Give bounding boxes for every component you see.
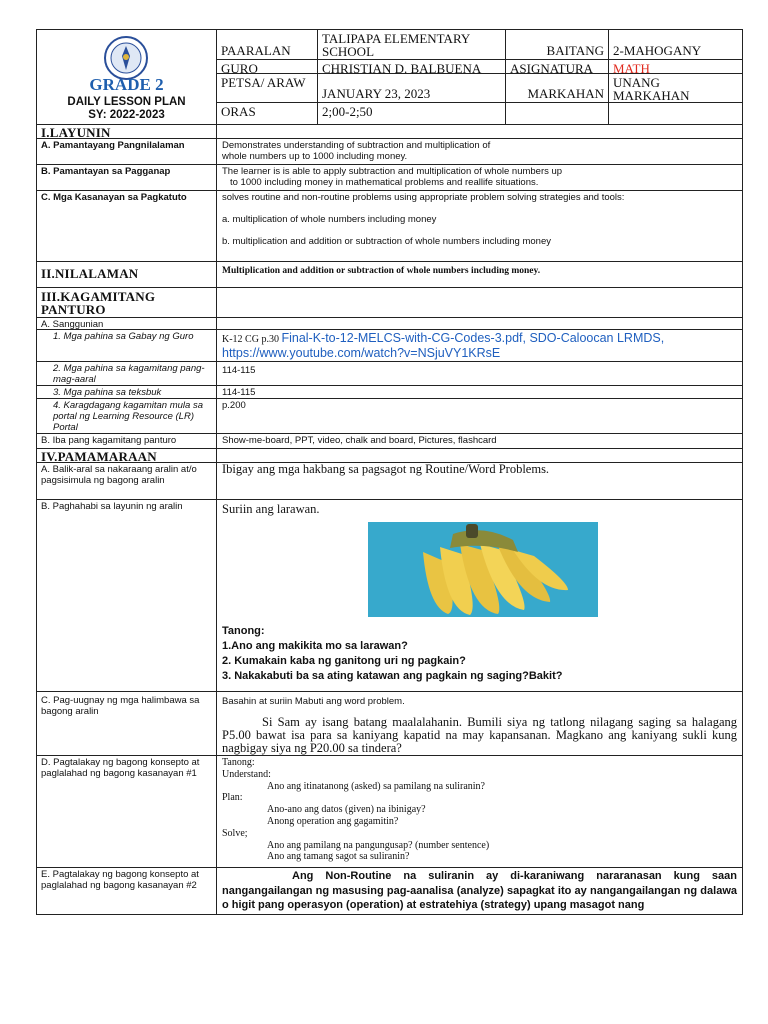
text-kasanayan: [217, 191, 742, 261]
header-table: [36, 29, 743, 125]
d-line-operation: Anong operation ang gagamitin?: [267, 815, 399, 827]
baitang-label: BAITANG: [505, 30, 608, 60]
asignatura-value: MATH: [608, 60, 742, 74]
label-kasanayan: C. Mga Kasanayan sa Pagkatuto: [37, 191, 217, 261]
kasanayan-a: a. multiplication of whole numbers including money: [222, 214, 437, 225]
kagamitan-title: III.KAGAMITANG PANTURO: [37, 288, 217, 317]
pagganap-line1: The learner is is able to apply subtraction and multiplication of whole numbers up: [222, 166, 563, 177]
balik-aral-text: Ibigay ang mga hakbang sa pagsagot ng Routine/Word Problems.: [222, 462, 550, 476]
d-line-tanong: Tanong:: [222, 757, 255, 768]
teksbuk-value: 114-115: [222, 387, 256, 398]
row-kasanayan: [36, 191, 743, 262]
banana-photo: [368, 522, 598, 617]
d-line-asked: Ano ang itinatanong (asked) sa pamilang na suliranin?: [267, 780, 485, 792]
sanggunian-label: A. Sanggunian: [37, 318, 217, 329]
tanong-q1: 1.Ano ang makikita mo sa larawan?: [222, 640, 408, 652]
pangnilalaman-line1: Demonstrates understanding of subtraction and multiplication of: [222, 140, 491, 151]
non-routine-text: Ang Non-Routine na suliranin ay di-karaniwang nararanasan kung saan nangangailangan ng masusing pag-aanalisa (analyze) sapagkat ito ay nangangailangan ng dalawa o higit pang operasyon (operation) at estratehiya (strategy) upang masagot nang: [222, 870, 737, 911]
pag-uugnay-content: [217, 692, 742, 755]
layunin-row: [36, 125, 743, 139]
nilalaman-row: [36, 262, 743, 288]
paghahabi-label: B. Paghahabi sa layunin ng aralin: [37, 500, 217, 691]
gabay-guro-row: [36, 330, 743, 362]
mag-aaral-value: 114-115: [222, 365, 256, 376]
pagtalakay-1-label: D. Pagtalakay ng bagong konsepto at paglalahad ng bagong kasanayan #1: [37, 756, 217, 867]
kasanayan-intro: solves routine and non-routine problems using appropriate problem solving strategies and tools:: [222, 192, 625, 203]
paaralan-value: TALIPAPA ELEMENTARY SCHOOL: [317, 30, 505, 60]
pamamaraan-row: [36, 449, 743, 463]
petsa-label: PETSA/ ARAW: [217, 74, 317, 103]
oras-value: 2;00-2;50: [317, 103, 505, 124]
oras-label: ORAS: [221, 104, 256, 119]
pagtalakay-2-label: E. Pagtalakay ng bagong konsepto at paglalahad ng bagong kasanayan #2: [37, 868, 217, 914]
asignatura-label: ASIGNATURA: [505, 60, 608, 74]
nilalaman-title: II.NILALAMAN: [37, 262, 217, 287]
sanggunian-empty: [217, 318, 742, 329]
layunin-empty: [217, 125, 742, 138]
iba-pang-label: B. Iba pang kagamitang panturo: [37, 434, 217, 448]
pamamaraan-empty: [217, 449, 742, 462]
guro-label: GURO: [217, 60, 317, 74]
lr-portal-row: [36, 399, 743, 434]
label-pangnilalaman: A. Pamantayang Pangnilalaman: [37, 139, 217, 164]
pagtalakay-1-content: [217, 756, 742, 867]
nilalaman-text: Multiplication and addition or subtraction of whole numbers including money.: [222, 266, 541, 276]
basahin-text: Basahin at suriin Mabuti ang word problem.: [222, 696, 405, 707]
header-logo-cell: [37, 30, 217, 124]
header-info-grid: [217, 30, 742, 124]
paaralan-label: PAARALAN: [217, 30, 317, 60]
layunin-title: I.LAYUNIN: [37, 125, 217, 138]
tanong-label: Tanong:: [222, 625, 265, 637]
pamamaraan-title: IV.PAMAMARAAN: [37, 449, 217, 462]
cg-prefix: K-12 CG p.30: [222, 334, 282, 345]
d-line-given: Ano-ano ang datos (given) na ibinigay?: [267, 804, 426, 816]
lr-portal-value: p.200: [222, 400, 246, 411]
dlp-title-line1: DAILY LESSON PLAN: [67, 96, 186, 108]
pagtalakay-2-row: [36, 868, 743, 915]
row-pamantayang-pangnilalaman: [36, 139, 743, 165]
text-pangnilalaman: [217, 139, 742, 164]
d-line-plan: Plan:: [222, 792, 243, 804]
banana-bunch-icon: [368, 522, 598, 617]
gabay-guro-value: [217, 330, 742, 361]
d-line-number-sentence: Ano ang pamilang na pangungusap? (number sentence): [267, 839, 490, 851]
d-line-solve: Solve;: [222, 827, 248, 839]
grade-title: GRADE 2: [89, 75, 164, 94]
kasanayan-b: b. multiplication and addition or subtraction of whole numbers including money: [222, 236, 551, 247]
tanong-q2: 2. Kumakain kaba ng ganitong uri ng pagkain?: [222, 655, 466, 667]
oras-empty-cell-2: [608, 103, 742, 124]
iba-pang-value: Show-me-board, PPT, video, chalk and board, Pictures, flashcard: [222, 435, 497, 446]
melcs-link[interactable]: Final-K-to-12-MELCS-with-CG-Codes-3.pdf, SDO-Caloocan LRMDS,: [281, 331, 665, 345]
markahan-value: UNANG MARKAHAN: [608, 74, 742, 103]
teksbuk-row: [36, 386, 743, 399]
teksbuk-label: 3. Mga pahina sa teksbuk: [37, 386, 217, 398]
suriin-text: Suriin ang larawan.: [222, 502, 320, 516]
dlp-title: [37, 96, 216, 122]
word-problem: Si Sam ay isang batang maalalahanin. Bumili siya ng tatlong nilagang saging sa halagang P5.00 bawat isa para sa kaniyang kapatid na may kapansanan. Magkano ang kaniyang sukli kung nagbigay siya ng P20.00 sa tindera?: [222, 715, 737, 755]
school-year: SY: 2022-2023: [88, 109, 165, 121]
markahan-label: MARKAHAN: [505, 74, 608, 103]
lr-portal-label: 4. Karagdagang kagamitan mula sa portal ng Learning Resource (LR) Portal: [37, 399, 217, 433]
kagamitan-empty: [217, 288, 742, 317]
paghahabi-row: [36, 500, 743, 692]
kagamitan-row: [36, 288, 743, 318]
tanong-q3: 3. Nakakabuti ba sa ating katawan ang pagkain ng saging?Bakit?: [222, 670, 563, 682]
row-pamantayan-pagganap: [36, 165, 743, 191]
petsa-value: JANUARY 23, 2023: [317, 74, 505, 103]
pag-uugnay-label: C. Pag-uugnay ng mga halimbawa sa bagong aralin: [37, 692, 217, 755]
balik-aral-row: [36, 463, 743, 500]
pagganap-line2: to 1000 including money in mathematical problems and reallife situations.: [230, 177, 539, 188]
gabay-guro-label: 1. Mga pahina sa Gabay ng Guro: [37, 330, 217, 361]
pagtalakay-1-row: [36, 756, 743, 868]
d-line-understand: Understand:: [222, 768, 271, 780]
pangnilalaman-line2: whole numbers up to 1000 including money.: [222, 151, 408, 162]
text-pagganap: [217, 165, 742, 190]
pag-uugnay-row: [36, 692, 743, 756]
baitang-value: 2-MAHOGANY: [608, 30, 742, 60]
mag-aaral-label: 2. Mga pahina sa kagamitang pang-mag-aaral: [37, 362, 217, 385]
label-pagganap: B. Pamantayan sa Pagganap: [37, 165, 217, 190]
d-line-answer: Ano ang tamang sagot sa suliranin?: [267, 851, 410, 863]
paghahabi-content: [217, 500, 742, 691]
balik-aral-label: A. Balik-aral sa nakaraang aralin at/o pagsisimula ng bagong aralin: [37, 463, 217, 499]
iba-pang-kagamitan-row: [36, 434, 743, 449]
kagamitang-mag-aaral-row: [36, 362, 743, 386]
youtube-link[interactable]: https://www.youtube.com/watch?v=NSjuVY1KRsE: [222, 346, 501, 360]
lesson-plan-page: [36, 29, 743, 915]
oras-empty-cell: [505, 103, 608, 124]
guro-value: CHRISTIAN D. BALBUENA: [317, 60, 505, 74]
sanggunian-row: [36, 318, 743, 330]
